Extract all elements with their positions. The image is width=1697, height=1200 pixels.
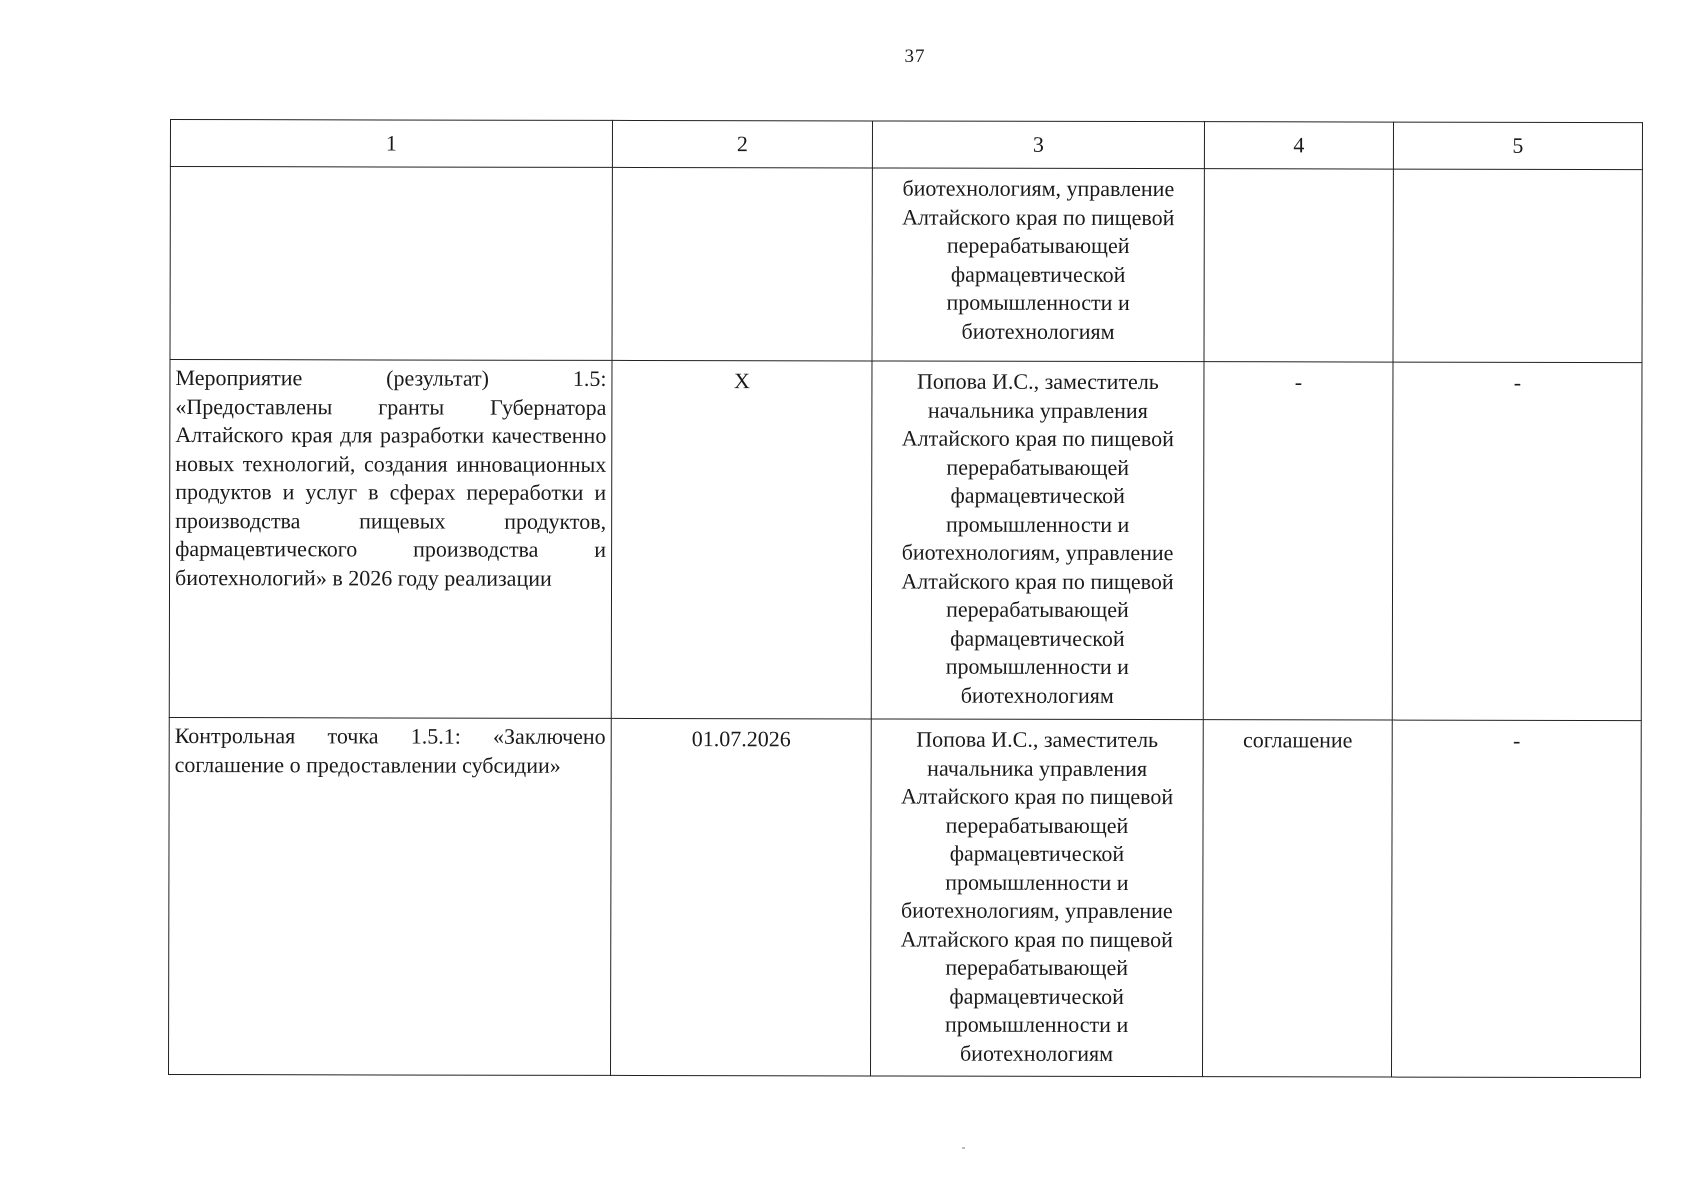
cell-text: X	[733, 368, 750, 394]
cell-responsible	[870, 719, 1203, 1077]
cell-text: 01.07.2026	[691, 726, 791, 752]
cell-text: Попова И.С., заместитель начальника управления Алтайского края по пищевой перерабатывающей фармацевтической промышленности и биотехнологиям, управление Алтайского края по пищевой перерабатывающей фармацевтической промышленности и биотехнологиям	[900, 726, 1174, 1066]
cell-date	[612, 167, 872, 361]
cell-text: -	[1294, 369, 1303, 395]
cell-responsible	[871, 361, 1204, 720]
header-row	[170, 120, 1642, 170]
cell-text: -	[1513, 369, 1522, 395]
cell-text	[1394, 170, 1642, 177]
cell-description	[170, 167, 612, 361]
cell-date	[610, 718, 871, 1076]
cell-description	[168, 717, 611, 1075]
cell-date	[611, 360, 872, 719]
cell-document	[1202, 720, 1392, 1077]
cell-document	[1203, 362, 1393, 720]
cell-responsible	[872, 168, 1204, 362]
table-row	[170, 167, 1642, 363]
cell-text	[1205, 169, 1393, 175]
cell-text: биотехнологиям, управление Алтайского края по пищевой перерабатывающей фармацевтической промышленности и биотехнологиям	[902, 175, 1175, 344]
column-header-1: 1	[170, 120, 612, 168]
column-header-5: 5	[1393, 122, 1642, 170]
data-table	[168, 119, 1643, 1078]
page-number: 37	[904, 46, 926, 67]
scan-artifact	[962, 1147, 965, 1149]
column-header-3: 3	[872, 121, 1204, 169]
cell-info-system	[1392, 362, 1642, 721]
cell-description	[169, 360, 612, 719]
cell-text	[613, 168, 872, 175]
column-header-2: 2	[612, 120, 872, 168]
cell-text	[171, 167, 612, 172]
cell-info-system	[1391, 720, 1641, 1078]
cell-document	[1204, 169, 1393, 362]
column-header-4: 4	[1204, 122, 1393, 169]
cell-text: соглашение	[1242, 727, 1353, 753]
cell-text: -	[1513, 727, 1521, 753]
cell-info-system	[1393, 169, 1642, 363]
cell-text: Контрольная точка 1.5.1: «Заключено соглашение о предоставлении субсидии»	[174, 723, 606, 778]
table-row	[168, 717, 1641, 1077]
cell-text: Мероприятие (результат) 1.5: «Предоставлены гранты Губернатора Алтайского края для разработки качественно новых технологий, создания инновационных продуктов и услуг в сферах переработки и производства пищевых продуктов, фармацевтического производства и биотехнологий» в 2026 году реализации	[175, 365, 607, 591]
cell-text: Попова И.С., заместитель начальника управления Алтайского края по пищевой перерабатывающей фармацевтической промышленности и биотехнологиям, управление Алтайского края по пищевой перерабатывающей фармацевтической промышленности и биотехнологиям	[901, 368, 1174, 708]
table-row	[169, 360, 1642, 721]
